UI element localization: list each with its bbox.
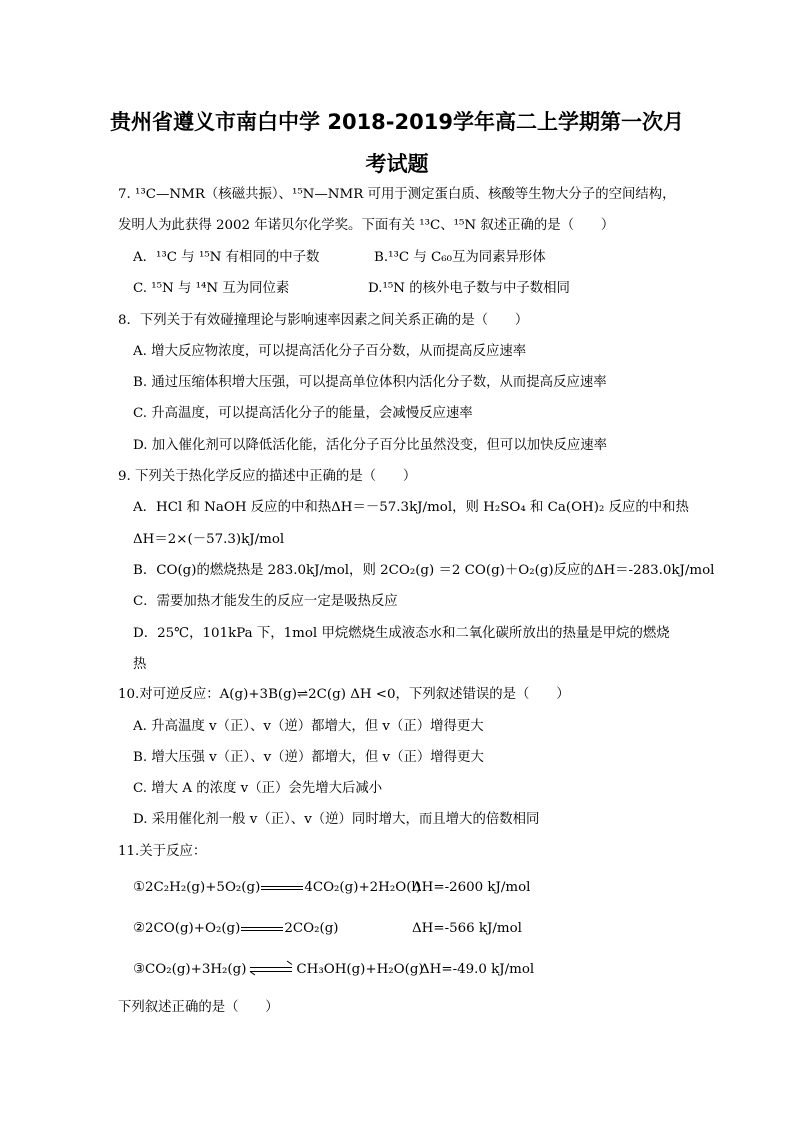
q7-option-c: C. ¹⁵N 与 ¹⁴N 互为同位素 — [133, 281, 290, 296]
reaction-1-products: 4CO₂(g)+2H₂O(l) — [304, 880, 421, 895]
q8-option-d: D. 加入催化剂可以降低活化能，活化分子百分比虽然没变，但可以加快反应速率 — [133, 438, 608, 453]
q10-option-a: A. 升高温度 v（正）、v（逆）都增大，但 v（正）增得更大 — [133, 719, 484, 734]
q7-option-d: D.¹⁵N 的核外电子数与中子数相同 — [368, 281, 570, 296]
q9-option-d-line1: D．25℃，101kPa 下，1mol 甲烷燃烧生成液态水和二氧化碳所放出的热量是甲烷的燃烧 — [133, 626, 670, 641]
reaction-1-enthalpy: ΔH=-2600 kJ/mol — [412, 880, 531, 895]
q10-option-c: C. 增大 A 的浓度 v（正）会先增大后减小 — [133, 781, 383, 796]
q7-stem-line1: 7. ¹³C—NMR（核磁共振）、¹⁵N—NMR 可用于测定蛋白质、核酸等生物大分子的空间结构， — [118, 187, 676, 202]
q10-stem: 10.对可逆反应：A(g)+3B(g)⇌2C(g) ΔH <0，下列叙述错误的是（ ） — [118, 687, 570, 702]
q8-option-c: C. 升高温度，可以提高活化分子的能量，会减慢反应速率 — [133, 406, 473, 421]
equals-arrow-icon — [261, 883, 303, 893]
reversible-arrow-icon — [250, 965, 292, 975]
reaction-3-enthalpy: ΔH=-49.0 kJ/mol — [420, 962, 535, 977]
q8-stem: 8．下列关于有效碰撞理论与影响速率因素之间关系正确的是（ ） — [118, 313, 529, 328]
reaction-2-reactants: ②2CO(g)+O₂(g) — [133, 921, 241, 936]
q8-option-a: A. 增大反应物浓度，可以提高活化分子百分数，从而提高反应速率 — [133, 344, 527, 359]
reaction-1 — [133, 880, 421, 896]
reaction-3 — [133, 962, 424, 978]
title-line-1: 贵州省遵义市南白中学 2018-2019学年高二上学期第一次月 — [110, 110, 684, 134]
q9-option-a-line2: ΔH＝2×(－57.3)kJ/mol — [133, 532, 285, 547]
reaction-3-products: CH₃OH(g)+H₂O(g) — [296, 962, 424, 977]
q9-stem: 9. 下列关于热化学反应的描述中正确的是（ ） — [118, 469, 417, 484]
q11-tail: 下列叙述正确的是（ ） — [118, 1000, 279, 1015]
reaction-1-reactants: ①2C₂H₂(g)+5O₂(g) — [133, 880, 261, 895]
title-line-2: 考试题 — [365, 152, 429, 176]
q7-stem-line2: 发明人为此获得 2002 年诺贝尔化学奖。下面有关 ¹³C、¹⁵N 叙述正确的是（ ） — [118, 218, 615, 233]
q7-option-a: A．¹³C 与 ¹⁵N 有相同的中子数 — [133, 250, 320, 265]
reaction-2 — [133, 921, 339, 937]
q9-option-d-line2: 热 — [133, 657, 147, 672]
reaction-2-enthalpy: ΔH=-566 kJ/mol — [412, 921, 522, 936]
equals-arrow-icon — [241, 924, 283, 934]
reaction-2-products: 2CO₂(g) — [284, 921, 339, 936]
q9-option-a-line1: A．HCl 和 NaOH 反应的中和热ΔH＝－57.3kJ/mol，则 H₂SO₄ 和 Ca(OH)₂ 反应的中和热 — [133, 500, 689, 515]
q10-option-d: D. 采用催化剂一般 v（正）、v（逆）同时增大，而且增大的倍数相同 — [133, 812, 540, 827]
q10-option-b: B. 增大压强 v（正）、v（逆）都增大，但 v（正）增得更大 — [133, 750, 484, 765]
q8-option-b: B. 通过压缩体积增大压强，可以提高单位体积内活化分子数，从而提高反应速率 — [133, 375, 607, 390]
reaction-3-reactants: ③CO₂(g)+3H₂(g) — [133, 962, 247, 977]
q9-option-b: B．CO(g)的燃烧热是 283.0kJ/mol，则 2CO₂(g) ＝2 CO(g)＋O₂(g)反应的ΔH＝-283.0kJ/mol — [133, 563, 715, 578]
q9-option-c: C．需要加热才能发生的反应一定是吸热反应 — [133, 594, 398, 609]
q11-stem: 11.关于反应： — [118, 844, 207, 859]
q7-option-b: B.¹³C 与 C₆₀互为同素异形体 — [374, 250, 546, 265]
